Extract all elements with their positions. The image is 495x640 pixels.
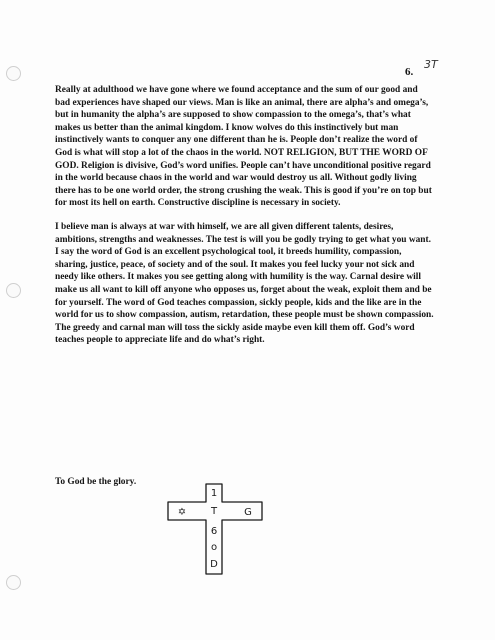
handwritten-page-mark: 3T xyxy=(424,58,438,71)
cross-letter: 6 xyxy=(210,526,218,537)
page-number: 6. xyxy=(405,66,414,78)
cross-letter-g: G xyxy=(244,507,252,518)
cross-letter: D xyxy=(210,559,218,570)
binder-hole-icon xyxy=(6,283,21,298)
cross-drawing xyxy=(162,482,272,578)
body-text xyxy=(55,84,435,347)
paragraph-1: Really at adulthood we have gone where we found acceptance and the sum of our good and bad experiences have shaped our views. Man is like an animal, there are alpha’s and omega’s, but in humanity the alpha’s are supposed to show compassion to the omega’s, that’s what makes us better than the animal kingdom. I know wolves do this instinctively but man instinctively wants to conquer any one different than he is. People don’t realize the word of God is what will stop a lot of the chaos in the world. NOT RELIGION, BUT THE WORD OF GOD. Religion is divisive, God’s word unifies. People can’t have unconditional positive regard in the world because chaos in the world and war would destroy us all. Without godly living there has to be one world order, the strong crushing the weak. This is good if you’re on top but for most its hell on earth. Constructive discipline is necessary in society. xyxy=(55,85,432,209)
star-of-david-icon: ✡ xyxy=(177,507,187,518)
cross-letter: T xyxy=(210,506,218,517)
closing-line: To God be the glory. xyxy=(55,477,137,487)
cross-letter: 1 xyxy=(210,488,218,499)
binder-hole-icon xyxy=(6,66,21,81)
cross-letter: o xyxy=(210,542,218,553)
paragraph-2: I believe man is always at war with himself, we are all given different talents, desires, ambitions, strengths and weaknesses. The test is will you be godly trying to get what you want. I say the word of God is an excellent psychological tool, it breeds humility, compassion, sharing, justice, peace, of society and of the soul. It makes you feel lucky your not sick and needy like others. It makes you see getting along with humility is the way. Carnal desire will make us all want to kill off anyone who opposes us, forget about the weak, exploit them and be for yourself. The word of God teaches compassion, sickly people, kids and the like are in the world for us to show compassion, autism, retardation, these people must be shown compassion. The greedy and carnal man will toss the sickly aside maybe even kill them off. God’s word teaches people to appreciate life and do what’s right. xyxy=(55,221,434,346)
binder-hole-icon xyxy=(6,575,21,590)
